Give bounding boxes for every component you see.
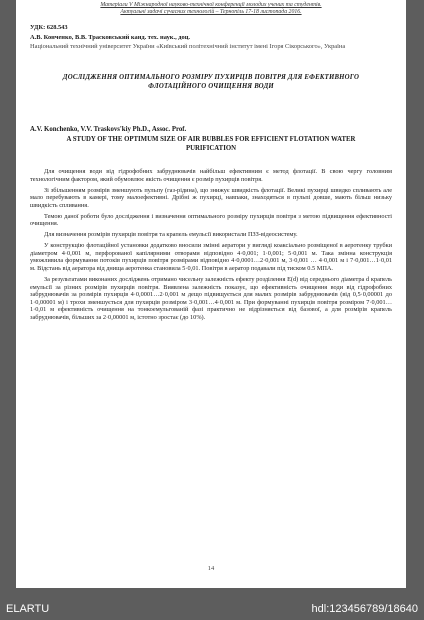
affiliation: Національний технічний університет України «Київський політехнічний інститут імені Ігоря Сікорського», Україна [30,43,346,50]
page-number: 14 [207,565,215,572]
document-page [16,0,406,588]
header-line-2: Актуальні задачі сучасних технологій – Тернопіль 17-18 листопада 2016. [120,9,302,15]
footer-repository-name: ELARTU [6,603,50,615]
conference-header [30,2,392,16]
footer-handle: hdl:123456789/18640 [311,603,418,615]
paragraph: Зі збільшенням розмірів зменшують пульпу (газ-рідина), що знижує швидкість флотації. Великі пухирці швидко спливають але мало перебувають в камері, тому малоефективні. Дрібні ж пухирці, навпаки, знаходяться в пульпі довше, мають більш низьку швидкість спливання. [30,186,392,209]
title-ukrainian: ДОСЛІДЖЕННЯ ОПТИМАЛЬНОГО РОЗМІРУ ПУХИРЦІВ ПОВІТРЯ ДЛЯ ЕФЕКТИВНОГО ФЛОТАЦІЙНОГО ОЧИЩЕННЯ ВОДИ [62,74,360,90]
header-line-1: Матеріали V Міжнародної науково-технічної конференції молодих учених та студентів. [100,2,322,8]
authors-en: A.V. Konchenko, V.V. Traskovs'kiy Ph.D., Assoc. Prof. [30,126,187,133]
paragraph: У конструкцію флотаційної установки додатково вносили змінні аератори у вигляді коаксіально розміщеної в аеротенку трубки діаметром 4·0,001 м, перфорованої капілярними отворами відповідно 4·0,001; 1·0,001; 5·0,001 м. Така змінна конструкція уможливила формування потоків пухирців повітря розмірами відповідно 4·0,0001…2·0,001 м, 3·0,001 … 4·0,001 м і 7·0,001…1·0,01 м. Відстань від аератора від днища аеротенка становила 5·0,01. Повітря в аератор подавали під тиском 0.5 МПА. [30,242,392,273]
article-body [30,168,392,325]
paragraph: Темою даної роботи було дослідження і визначення оптимального розміру пухирців повітря з метою підвищення ефективності очищення. [30,212,392,228]
paragraph: Для очищення води від гідрофобних забруднювачів найбільш ефективним є метод флотації. В свою чергу головним технологічним фактором, який обумовлює якість очищення є розмір пухирців повітря. [30,168,392,183]
udk-code: УДК: 628.543 [30,24,68,31]
title-english: A STUDY OF THE OPTIMUM SIZE OF AIR BUBBLES FOR EFFICIENT FLOTATION WATER PURIFICATION [66,136,356,152]
authors-ua: А.В. Конченко, В.В. Трасковський канд. тех. наук., доц. [30,34,190,41]
paragraph: За результатами виконаних досліджень отримано чисельну залежність ефекту розділення E(d) від середнього діаметра d крапель емульсії за різних розмірів пухирців повітря. Виявлена залежність показує, що ефективність очищення води від гідрофобних забруднювачів за розмірів пухирців 4·0,0001…2·0,001 м дещо підвищується для малих розмірів забруднювачів (від 0,5·0,00001 до 1·0,00001 м) і трохи зменшується для пухирців розміром 3·0,001…4·0,001 м. При формуванні пухирців повітря розміром 7·0,001…1·0,01 м ефективність очищення на тонкоемульгованій фазі практично не відрізняється від базової, а для розмірів крапель забруднювачів, більших за 2·0,00001 м, істотно зростає (до 10%). [30,276,392,321]
paragraph: Для визначення розмірів пухирців повітря та крапель емульсії використали ПЗЗ-відеосистему. [44,231,298,239]
